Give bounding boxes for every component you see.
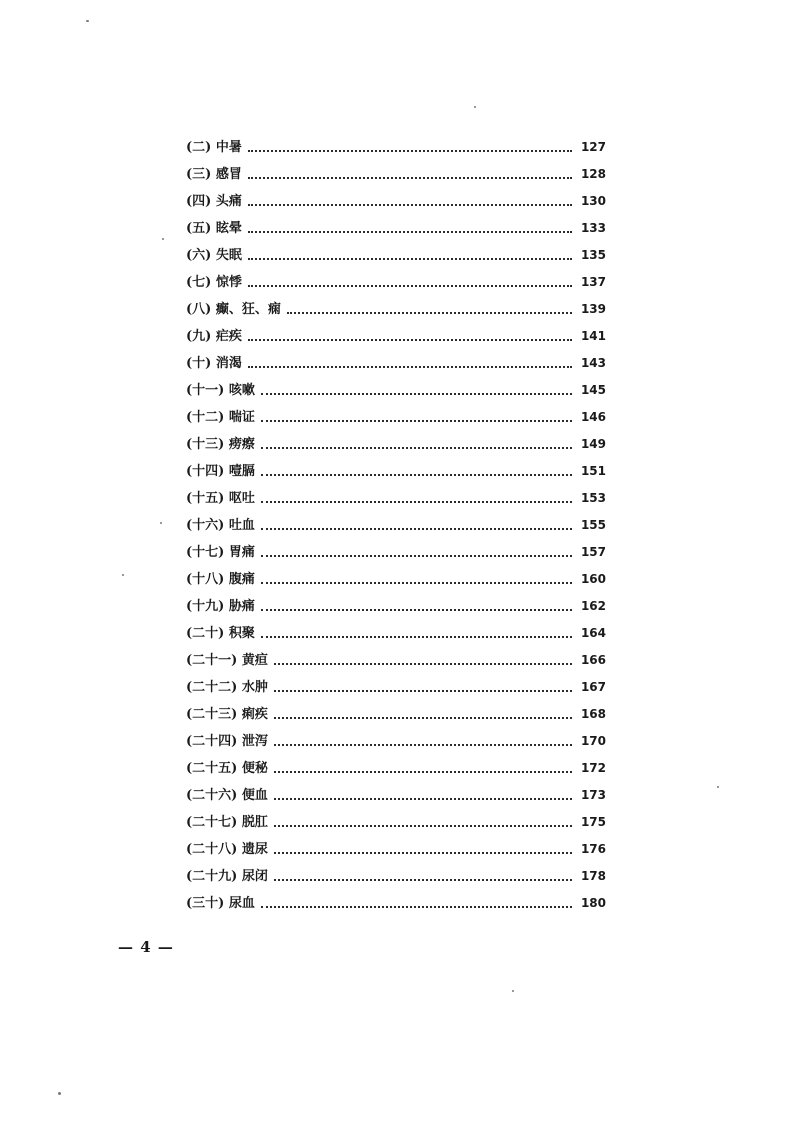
toc-leader-dots (261, 634, 572, 638)
toc-entry-page: 146 (580, 410, 606, 424)
scan-speck (474, 106, 476, 108)
toc-leader-dots (248, 175, 572, 179)
toc-leader-dots (274, 769, 572, 773)
toc-leader-dots (261, 499, 572, 503)
toc-leader-dots (274, 742, 572, 746)
toc-entry-title: (二十一) 黄疸 (186, 653, 268, 668)
toc-entry-page: 153 (580, 491, 606, 505)
toc-entry-title: (二十九) 尿闭 (186, 869, 268, 884)
toc-entry-page: 180 (580, 896, 606, 910)
scan-speck (512, 990, 514, 992)
toc-entry (186, 728, 606, 755)
toc-entry (186, 431, 606, 458)
toc-entry-page: 166 (580, 653, 606, 667)
toc-entry (186, 323, 606, 350)
toc-leader-dots (248, 337, 572, 341)
scan-speck (122, 574, 124, 576)
toc-leader-dots (274, 796, 572, 800)
toc-entry-page: 135 (580, 248, 606, 262)
toc-entry-title: (二十四) 泄泻 (186, 734, 268, 749)
toc-entry (186, 350, 606, 377)
toc-leader-dots (274, 877, 572, 881)
toc-entry (186, 863, 606, 890)
toc-entry-page: 167 (580, 680, 606, 694)
toc-entry-page: 139 (580, 302, 606, 316)
toc-entry (186, 296, 606, 323)
toc-entry-title: (八) 癫、狂、痫 (186, 302, 281, 317)
toc-entry (186, 539, 606, 566)
toc-entry (186, 701, 606, 728)
toc-entry-page: 157 (580, 545, 606, 559)
toc-entry-page: 176 (580, 842, 606, 856)
toc-entry-page: 172 (580, 761, 606, 775)
toc-entry-page: 168 (580, 707, 606, 721)
toc-leader-dots (274, 823, 572, 827)
toc-entry (186, 404, 606, 431)
page-number: — 4 — (118, 938, 174, 956)
toc-entry-page: 141 (580, 329, 606, 343)
toc-entry (186, 593, 606, 620)
toc-leader-dots (248, 148, 572, 152)
table-of-contents (186, 134, 606, 917)
toc-leader-dots (274, 661, 572, 665)
toc-entry-title: (十三) 痨瘵 (186, 437, 255, 452)
toc-leader-dots (248, 202, 572, 206)
toc-leader-dots (248, 364, 572, 368)
toc-entry-title: (二十) 积聚 (186, 626, 255, 641)
toc-entry-title: (十七) 胃痛 (186, 545, 255, 560)
toc-leader-dots (261, 607, 572, 611)
toc-entry-title: (十一) 咳嗽 (186, 383, 255, 398)
scan-speck (58, 1092, 61, 1095)
toc-entry-title: (二十五) 便秘 (186, 761, 268, 776)
toc-entry-title: (三十) 尿血 (186, 896, 255, 911)
toc-entry-title: (十) 消渴 (186, 356, 242, 371)
toc-entry-title: (二十八) 遗尿 (186, 842, 268, 857)
toc-entry (186, 647, 606, 674)
toc-entry (186, 269, 606, 296)
toc-leader-dots (287, 310, 572, 314)
toc-entry-page: 145 (580, 383, 606, 397)
toc-leader-dots (248, 283, 572, 287)
toc-entry-page: 162 (580, 599, 606, 613)
toc-leader-dots (274, 715, 572, 719)
toc-entry (186, 188, 606, 215)
toc-entry-title: (九) 疟疾 (186, 329, 242, 344)
toc-entry (186, 566, 606, 593)
scan-speck (86, 20, 89, 22)
toc-entry (186, 890, 606, 917)
toc-entry (186, 620, 606, 647)
toc-entry-title: (二十六) 便血 (186, 788, 268, 803)
toc-entry-title: (十二) 喘证 (186, 410, 255, 425)
toc-entry-page: 151 (580, 464, 606, 478)
toc-leader-dots (261, 391, 572, 395)
toc-entry-page: 133 (580, 221, 606, 235)
toc-entry-page: 164 (580, 626, 606, 640)
toc-entry-title: (十五) 呕吐 (186, 491, 255, 506)
toc-entry-title: (三) 感冒 (186, 167, 242, 182)
toc-entry-page: 155 (580, 518, 606, 532)
toc-leader-dots (261, 580, 572, 584)
toc-entry (186, 215, 606, 242)
toc-leader-dots (261, 526, 572, 530)
toc-leader-dots (274, 688, 572, 692)
toc-entry-title: (六) 失眠 (186, 248, 242, 263)
toc-entry (186, 674, 606, 701)
toc-entry (186, 134, 606, 161)
toc-leader-dots (261, 472, 572, 476)
toc-entry (186, 242, 606, 269)
toc-entry (186, 377, 606, 404)
toc-entry-title: (七) 惊悸 (186, 275, 242, 290)
toc-entry-title: (二) 中暑 (186, 140, 242, 155)
toc-entry (186, 782, 606, 809)
toc-leader-dots (248, 256, 572, 260)
toc-leader-dots (261, 418, 572, 422)
toc-leader-dots (274, 850, 572, 854)
toc-entry (186, 836, 606, 863)
toc-entry-page: 149 (580, 437, 606, 451)
toc-leader-dots (248, 229, 572, 233)
toc-entry-page: 130 (580, 194, 606, 208)
toc-entry-page: 143 (580, 356, 606, 370)
toc-leader-dots (261, 553, 572, 557)
toc-entry-title: (十六) 吐血 (186, 518, 255, 533)
toc-entry-title: (二十三) 痢疾 (186, 707, 268, 722)
toc-entry-title: (二十七) 脱肛 (186, 815, 268, 830)
toc-entry-page: 160 (580, 572, 606, 586)
scan-speck (717, 786, 719, 788)
toc-entry (186, 485, 606, 512)
toc-entry (186, 755, 606, 782)
toc-entry (186, 809, 606, 836)
toc-entry-title: (十九) 胁痛 (186, 599, 255, 614)
toc-leader-dots (261, 904, 572, 908)
toc-entry (186, 512, 606, 539)
toc-entry-page: 173 (580, 788, 606, 802)
toc-entry-title: (二十二) 水肿 (186, 680, 268, 695)
toc-entry-page: 175 (580, 815, 606, 829)
scan-speck (162, 238, 164, 240)
toc-entry-page: 178 (580, 869, 606, 883)
scan-speck (160, 522, 162, 524)
toc-entry-page: 128 (580, 167, 606, 181)
toc-entry-page: 137 (580, 275, 606, 289)
toc-entry (186, 458, 606, 485)
toc-entry-title: (五) 眩晕 (186, 221, 242, 236)
toc-entry-title: (十八) 腹痛 (186, 572, 255, 587)
toc-entry-page: 127 (580, 140, 606, 154)
toc-entry (186, 161, 606, 188)
toc-leader-dots (261, 445, 572, 449)
toc-entry-title: (四) 头痛 (186, 194, 242, 209)
toc-entry-title: (十四) 噎膈 (186, 464, 255, 479)
toc-entry-page: 170 (580, 734, 606, 748)
